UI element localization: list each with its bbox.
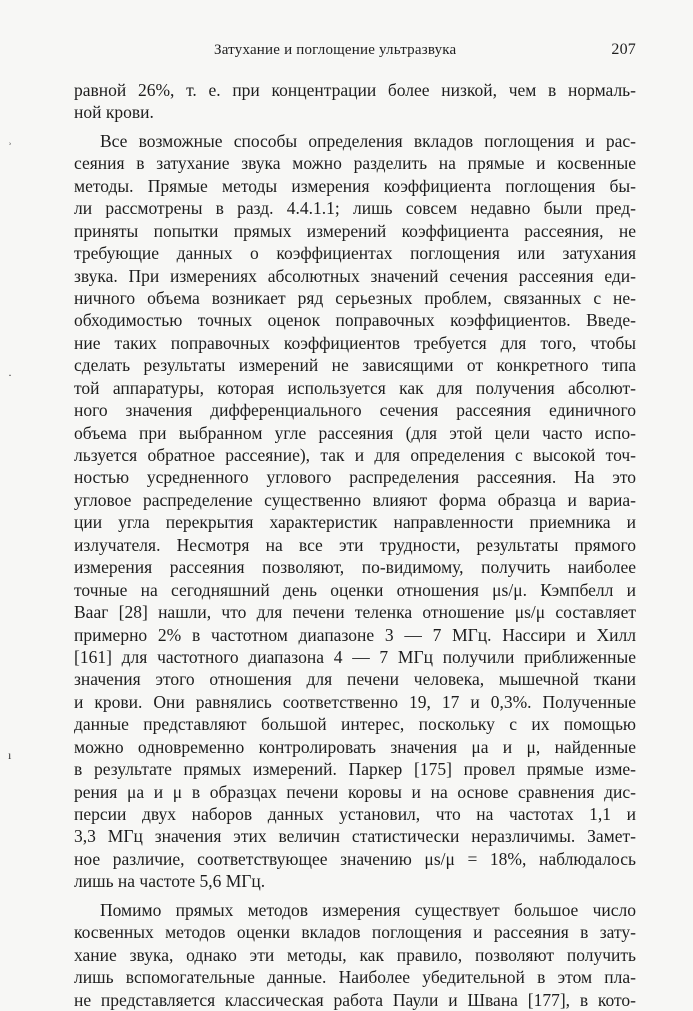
text-line: той аппаратуры, которая используется как для получения абсолют- [74, 377, 636, 398]
text-line: измерения рассеяния позволяют, по-видимому, получить наиболее [74, 557, 636, 578]
text-line: сеяния в затухание звука можно разделить на прямые и косвенные [74, 153, 636, 174]
text-line: ного значения дифференциального сечения рассеяния единичного [74, 400, 636, 421]
scan-speck: ʾ [8, 140, 12, 154]
text-line: в результате прямых измерений. Паркер [175] провел прямые изме- [74, 759, 636, 780]
text-line: звука. При измерениях абсолютных значений сечения рассеяния еди- [74, 265, 636, 286]
text-line: ностью усредненного углового распределения рассеяния. На это [74, 467, 636, 488]
text-line: обходимостью точных оценок поправочных коэффициентов. Введе- [74, 310, 636, 331]
scan-speck: ı [8, 748, 12, 762]
text-line: точные на сегодняшний день оценки отношения μs/μ. Кэмпбелл и [74, 579, 636, 600]
text-line: не представляется классическая работа Паули и Швана [177], в кото- [74, 989, 636, 1010]
text-line: равной 26%, т. е. при концентрации более низкой, чем в нормаль- [74, 80, 636, 100]
text-line: ничного объема возникает ряд серьезных проблем, связанных с не- [74, 287, 636, 308]
text-line: ли рассмотрены в разд. 4.4.1.1; лишь совсем недавно были пред- [74, 198, 636, 219]
text-line: 3,3 МГц значения этих величин статистически неразличимы. Замет- [74, 826, 636, 847]
text-line: ной крови. [74, 102, 154, 123]
text-line: данные представляют большой интерес, поскольку с их помощью [74, 714, 636, 735]
text-line: и крови. Они равнялись соответственно 19, 17 и 0,3%. Полученные [74, 691, 636, 712]
text-line: приняты попытки прямых измерений коэффициента рассеяния, не [74, 220, 636, 241]
text-line: ное различие, соответствующее значению μs/μ = 18%, наблюдалось [74, 848, 636, 869]
scan-speck: · [8, 368, 12, 382]
running-title: Затухание и поглощение ультразвука [214, 42, 457, 58]
paragraph [74, 79, 636, 124]
page-number: 207 [611, 41, 636, 58]
text-line: лишь на частоте 5,6 МГц. [74, 871, 266, 892]
text-line: [161] для частотного диапазона 4 — 7 МГц получили приближенные [74, 646, 636, 667]
text-line: требующие данных о коэффициентах поглощения или затухания [74, 243, 636, 264]
text-line: ние таких поправочных коэффициентов требуется для того, чтобы [74, 332, 636, 353]
text-line: можно одновременно контролировать значения μa и μ, найденные [74, 736, 636, 757]
text-line: лишь вспомогательные данные. Наиболее убедительной в этом пла- [74, 967, 636, 988]
text-line: значения этого отношения для печени человека, мышечной ткани [74, 669, 636, 690]
text-line: излучателя. Несмотря на все эти трудности, результаты прямого [74, 534, 636, 555]
text-line: косвенных методов оценки вкладов поглощения и рассеяния в зату- [74, 922, 636, 943]
paragraph [74, 130, 636, 893]
body-text [74, 79, 636, 1011]
text-line: льзуется обратное рассеяние), так и для определения с высокой точ- [74, 445, 636, 465]
text-line: Помимо прямых методов измерения существует большое число [100, 899, 636, 920]
running-head [74, 40, 636, 64]
text-line: сделать результаты измерений не зависящими от конкретного типа [74, 355, 636, 376]
text-line: Все возможные способы определения вкладов поглощения и рас- [100, 130, 636, 151]
text-line: рения μa и μ в образцах печени коровы и на основе сравнения дис- [74, 781, 636, 802]
text-line: методы. Прямые методы измерения коэффициента поглощения бы- [74, 175, 636, 196]
text-line: объема при выбранном угле рассеяния (для этой цели часто испо- [74, 422, 636, 443]
text-line: Вааг [28] нашли, что для печени теленка отношение μs/μ составляет [74, 602, 636, 623]
paragraph [74, 899, 636, 1011]
text-line: угловое распределение существенно влияют форма образца и вариа- [74, 489, 636, 510]
text-line: ции угла перекрытия характеристик направленности приемника и [74, 512, 636, 533]
text-line: хание звука, однако эти методы, как правило, позволяют получить [74, 944, 636, 965]
text-line: персии двух наборов данных установил, что на частотах 1,1 и [74, 804, 636, 824]
text-line: примерно 2% в частотном диапазоне 3 — 7 МГц. Нассири и Хилл [74, 624, 636, 645]
